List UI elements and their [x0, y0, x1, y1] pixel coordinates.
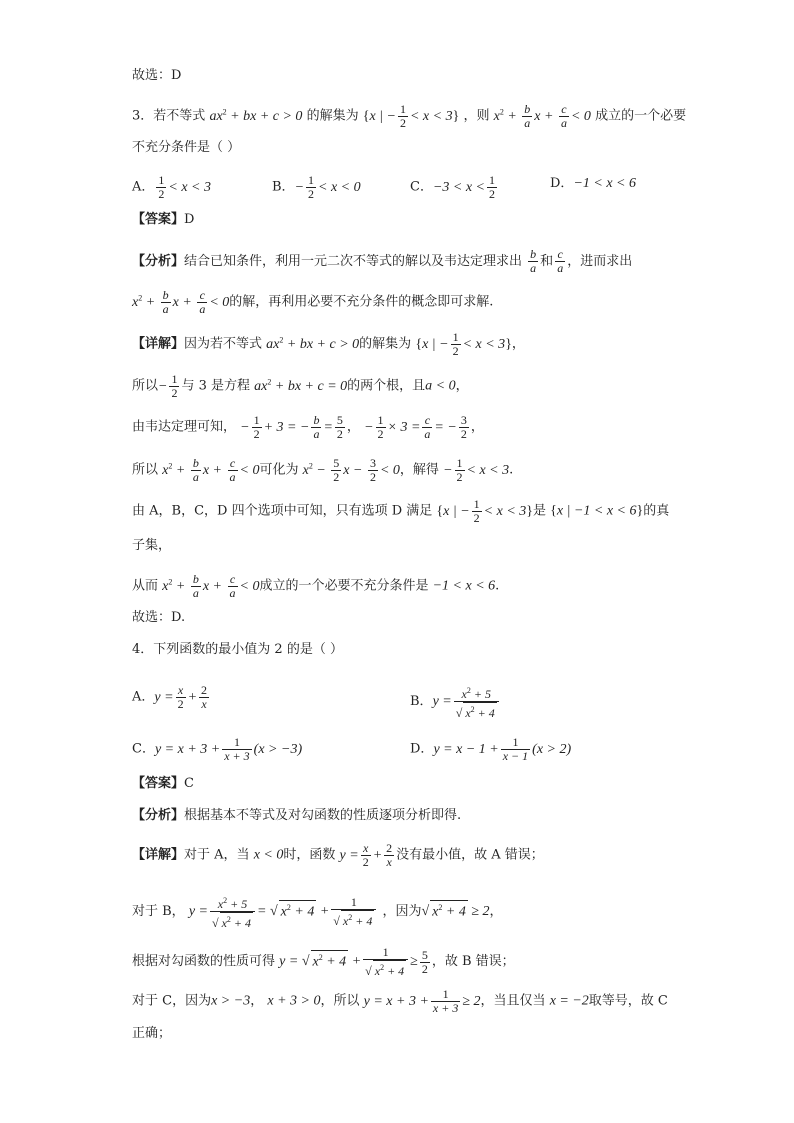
q3-option-a: A． $\frac{1}{2}$ < x < 3 [132, 173, 211, 201]
q3-analysis-line1: 【分析】结合已知条件，利用一元二次不等式的解以及韦达定理求出 $\frac{b}{a}$ 和 $\frac{c}{a}$ ，进而求出 [132, 247, 633, 275]
q3-detail-line2: 所以− $\frac{1}{2}$ 与 3 是方程 $ax^2$ + bx + c = 0的两个根，且a < 0， [132, 371, 469, 400]
q3-detail-line1: 【详解】因为若不等式 $ax^2$ + bx + c > 0的解集为 {x | − $\frac{1}{2}$ < x < 3}， [132, 329, 525, 358]
q3-detail-line6: 从而 $x^2$ + $\frac{b}{a}$ x + $\frac{c}{a}$ < 0成立的一个必要不充分条件是 −1 < x < 6. [132, 571, 500, 600]
q3-analysis-line2: $x^2$ + $\frac{b}{a}$ x + $\frac{c}{a}$ < 0的解，再利用必要不充分条件的概念即可求解. [132, 287, 494, 316]
q4-detail-line4b: 正确； [132, 1026, 172, 1041]
q3-detail-line5: 由 A，B，C，D 四个选项中可知，只有选项 D 满足 {x | − $\frac{1}{2}$ < x < 3}是 {x | −1 < x < 6}的真 [132, 497, 670, 525]
q4-stem: 4．下列函数的最小值为 2 的是（ ） [132, 642, 343, 657]
q3-detail-line3: 由韦达定理可知， − $\frac{1}{2}$ + 3 = − $\frac{b}{a}$ = $\frac{5}{2}$ ， − $\frac{1}{2}$ × 3 = $\frac{c}{a}$ = − $\frac{3}{2}$ ， [132, 413, 484, 441]
q3-option-d: D．−1 < x < 6 [550, 176, 636, 191]
q4-option-d: D．y = x − 1 + $\frac{1}{x - 1}$ (x > 2) [410, 735, 572, 763]
prev-answer: 故选：D [132, 68, 182, 83]
q4-analysis: 【分析】根据基本不等式及对勾函数的性质逐项分析即得. [132, 808, 462, 823]
q3-detail-line5b: 子集， [132, 538, 172, 553]
q3-answer: 【答案】D [132, 212, 195, 227]
q3-detail-line4: 所以 $x^2$ + $\frac{b}{a}$ x + $\frac{c}{a}$ < 0可化为 $x^2$ − $\frac{5}{2}$ x − $\frac{3}{2}$ < 0，解得 − $\frac{1}{2}$ < x < 3. [132, 455, 514, 484]
q3-stem-line2: 不充分条件是（ ） [132, 140, 241, 155]
q3-option-c: C．−3 < x < $\frac{1}{2}$ [410, 173, 496, 201]
q4-detail-line3: 根据对勾函数的性质可得 y = √ $x^2 + 4$ + $\frac{1}{√ x^2 + 4}$ ≥ $\frac{5}{2}$ ，故 B 错误； [132, 945, 515, 978]
q4-option-c: C．y = x + 3 + $\frac{1}{x + 3}$ (x > −3) [132, 735, 303, 763]
q4-option-a: A．y = $\frac{x}{2}$ + $\frac{2}{x}$ [132, 683, 208, 711]
q4-answer: 【答案】C [132, 776, 194, 791]
q4-detail-line1: 【详解】对于 A，当 x < 0时，函数 y = $\frac{x}{2}$ + $\frac{2}{x}$ 没有最小值，故 A 错误； [132, 841, 544, 869]
q3-conclusion: 故选：D. [132, 610, 186, 625]
q4-detail-line4: 对于 C，因为x > −3， x + 3 > 0，所以 y = x + 3 + $\frac{1}{x + 3}$ ≥ 2，当且仅当 x = −2取等号，故 C [132, 987, 668, 1015]
q3-option-b: B．− $\frac{1}{2}$ < x < 0 [272, 173, 361, 201]
q3-stem-line1: 3．若不等式 $ax^2$ + bx + c > 0 的解集为 {x | − $\frac{1}{2}$ < x < 3} ，则 $x^2$ + $\frac{b}{a}$ x + $\frac{c}{a}$ < 0 成立的一个必要 [132, 101, 687, 130]
q4-detail-line2: 对于 B， y = $\frac{x^2 + 5}{√ x^2 + 4}$ = √ $x^2 + 4$ + $\frac{1}{√ x^2 + 4}$ ，因为√ $x^2 + 4 \ge 2$， [132, 895, 503, 930]
q4-option-b: B．y = $\frac{x^2 + 5}{√ x^2 + 4}$ [410, 684, 501, 720]
